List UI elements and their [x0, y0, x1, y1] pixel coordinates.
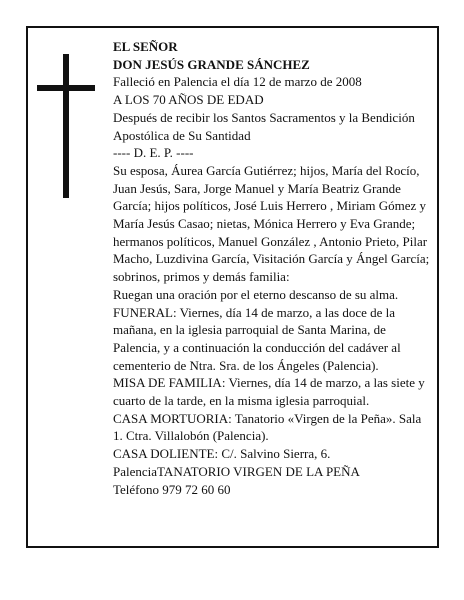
- phone-line: Teléfono 979 72 60 60: [113, 481, 231, 497]
- age-line: A LOS 70 AÑOS DE EDAD: [113, 92, 264, 108]
- death-info: Falleció en Palencia el día 12 de marzo de 2008: [113, 74, 362, 90]
- mortuary-paragraph: CASA MORTUORIA: Tanatorio «Virgen de la Peña». Sala 1. Ctra. Villalobón (Palencia).: [113, 410, 422, 444]
- family-paragraph: Su esposa, Áurea García Gutiérrez; hijos, María del Rocío, Juan Jesús, Sara, Jorge Manuel y María Beatriz Grande García; hijos políticos, José Luis Herrero , Miriam Gómez y María Jesús Casao; nietas, Mónica Herrero y Eva Grande; hermanos políticos, Manuel González , Antonio Prieto, Pilar Macho, Luzdivina García, Visitación García y Ángel García; sobrinos, primos y demás familia:: [113, 162, 430, 285]
- cross-icon-bar: [37, 85, 95, 91]
- family-mass-paragraph: MISA DE FAMILIA: Viernes, día 14 de marzo, a las siete y cuarto de la tarde, en la misma iglesia parroquial.: [113, 375, 425, 409]
- funeral-paragraph: FUNERAL: Viernes, día 14 de marzo, a las doce de la mañana, en la iglesia parroquial de Santa Marina, de Palencia, y a continuación la conducción del cadáver al cementerio de Ntra. Sra. de los Ángeles (Palencia).: [113, 304, 401, 373]
- dep-line: ---- D. E. P. ----: [113, 145, 194, 161]
- sacraments-line: Después de recibir los Santos Sacramentos y la Bendición Apostólica de Su Santidad: [113, 109, 415, 143]
- mourning-house-paragraph: CASA DOLIENTE: C/. Salvino Sierra, 6. PalenciaTANATORIO VIRGEN DE LA PEÑA: [113, 446, 360, 479]
- deceased-name: DON JESÚS GRANDE SÁNCHEZ: [113, 56, 310, 72]
- cross-icon: [63, 54, 69, 198]
- obituary-text: [113, 38, 433, 498]
- deceased-title: EL SEÑOR: [113, 39, 178, 54]
- prayer-line: Ruegan una oración por el eterno descanso de su alma.: [113, 286, 399, 302]
